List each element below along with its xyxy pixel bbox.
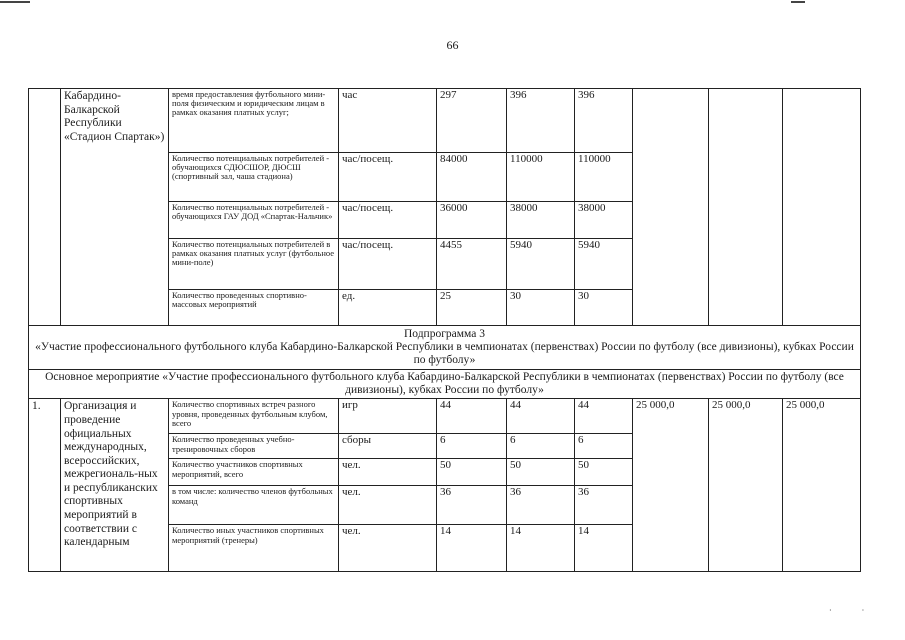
- value-cell: 36: [437, 486, 507, 525]
- value-cell: 110000: [507, 153, 575, 202]
- value-cell: 4455: [437, 239, 507, 290]
- item-name-cell: Организация и проведение официальных международных, всероссийских, межрегиональ-ных и республиканских спортивных мероприятий в соответствии с календарным: [61, 399, 169, 572]
- value-cell: 6: [575, 434, 633, 459]
- indicator-cell: Количество проведенных учебно-тренировочных сборов: [169, 434, 339, 459]
- scan-marks: · ·: [829, 606, 865, 615]
- indicator-cell: Количество иных участников спортивных мероприятий (тренеры): [169, 525, 339, 572]
- program-table: [28, 88, 861, 572]
- unit-cell: час/посещ.: [339, 153, 437, 202]
- value-cell: 36000: [437, 202, 507, 239]
- funding-cell-empty: [633, 89, 709, 326]
- value-cell: 36: [507, 486, 575, 525]
- value-cell: 14: [507, 525, 575, 572]
- indicator-cell: Количество участников спортивных мероприятий, всего: [169, 459, 339, 486]
- value-cell: 297: [437, 89, 507, 153]
- subprogram-header: [29, 326, 861, 370]
- value-cell: 25: [437, 290, 507, 326]
- value-cell: 44: [575, 399, 633, 434]
- scan-top-edge: [0, 0, 905, 4]
- unit-cell: час: [339, 89, 437, 153]
- indicator-cell: Количество проведенных спортивно-массовых мероприятий: [169, 290, 339, 326]
- subprogram-title: Подпрограмма 3: [403, 327, 485, 340]
- value-cell: 50: [437, 459, 507, 486]
- page-number: 66: [446, 38, 459, 52]
- indicator-cell: Количество потенциальных потребителей - обучающихся ГАУ ДОД «Спартак-Нальчик»: [169, 202, 339, 239]
- item-number: 1.: [29, 399, 61, 572]
- funding-cell: 25 000,0: [709, 399, 783, 572]
- value-cell: 50: [575, 459, 633, 486]
- value-cell: 6: [507, 434, 575, 459]
- funding-cell-empty: [709, 89, 783, 326]
- value-cell: 38000: [507, 202, 575, 239]
- main-event-header: Основное мероприятие «Участие профессионального футбольного клуба Кабардино-Балкарской Республики в чемпионатах (первенствах) России по футболу (все дивизионы), кубках России по футболу»: [29, 370, 861, 399]
- number-cell-empty: [29, 89, 61, 326]
- value-cell: 84000: [437, 153, 507, 202]
- value-cell: 38000: [575, 202, 633, 239]
- indicator-cell: в том числе: количество членов футбольных команд: [169, 486, 339, 525]
- value-cell: 396: [507, 89, 575, 153]
- value-cell: 110000: [575, 153, 633, 202]
- value-cell: 44: [507, 399, 575, 434]
- funding-cell: 25 000,0: [633, 399, 709, 572]
- unit-cell: час/посещ.: [339, 202, 437, 239]
- value-cell: 396: [575, 89, 633, 153]
- indicator-cell: Количество спортивных встреч разного уровня, проведенных футбольным клубом, всего: [169, 399, 339, 434]
- value-cell: 5940: [575, 239, 633, 290]
- unit-cell: час/посещ.: [339, 239, 437, 290]
- indicator-cell: Количество потенциальных потребителей в рамках оказания платных услуг (футбольное мини-поле): [169, 239, 339, 290]
- unit-cell: чел.: [339, 486, 437, 525]
- value-cell: 5940: [507, 239, 575, 290]
- value-cell: 6: [437, 434, 507, 459]
- value-cell: 14: [437, 525, 507, 572]
- indicator-cell: Количество потенциальных потребителей - обучающихся СДЮСШОР, ДЮСШ (спортивный зал, чаша стадиона): [169, 153, 339, 202]
- value-cell: 44: [437, 399, 507, 434]
- org-name-cell: Кабардино-Балкарской Республики «Стадион Спартак»): [61, 89, 169, 326]
- unit-cell: игр: [339, 399, 437, 434]
- funding-cell: 25 000,0: [783, 399, 861, 572]
- funding-cell-empty: [783, 89, 861, 326]
- unit-cell: сборы: [339, 434, 437, 459]
- value-cell: 30: [507, 290, 575, 326]
- value-cell: 36: [575, 486, 633, 525]
- value-cell: 50: [507, 459, 575, 486]
- unit-cell: ед.: [339, 290, 437, 326]
- value-cell: 14: [575, 525, 633, 572]
- unit-cell: чел.: [339, 525, 437, 572]
- subprogram-name: «Участие профессионального футбольного клуба Кабардино-Балкарской Республики в чемпионатах (первенствах) России по футболу (все дивизионы), кубках России по футболу»: [35, 340, 854, 367]
- unit-cell: чел.: [339, 459, 437, 486]
- value-cell: 30: [575, 290, 633, 326]
- indicator-cell: время предоставления футбольного мини-поля физическим и юридическим лицам в рамках оказания платных услуг;: [169, 89, 339, 153]
